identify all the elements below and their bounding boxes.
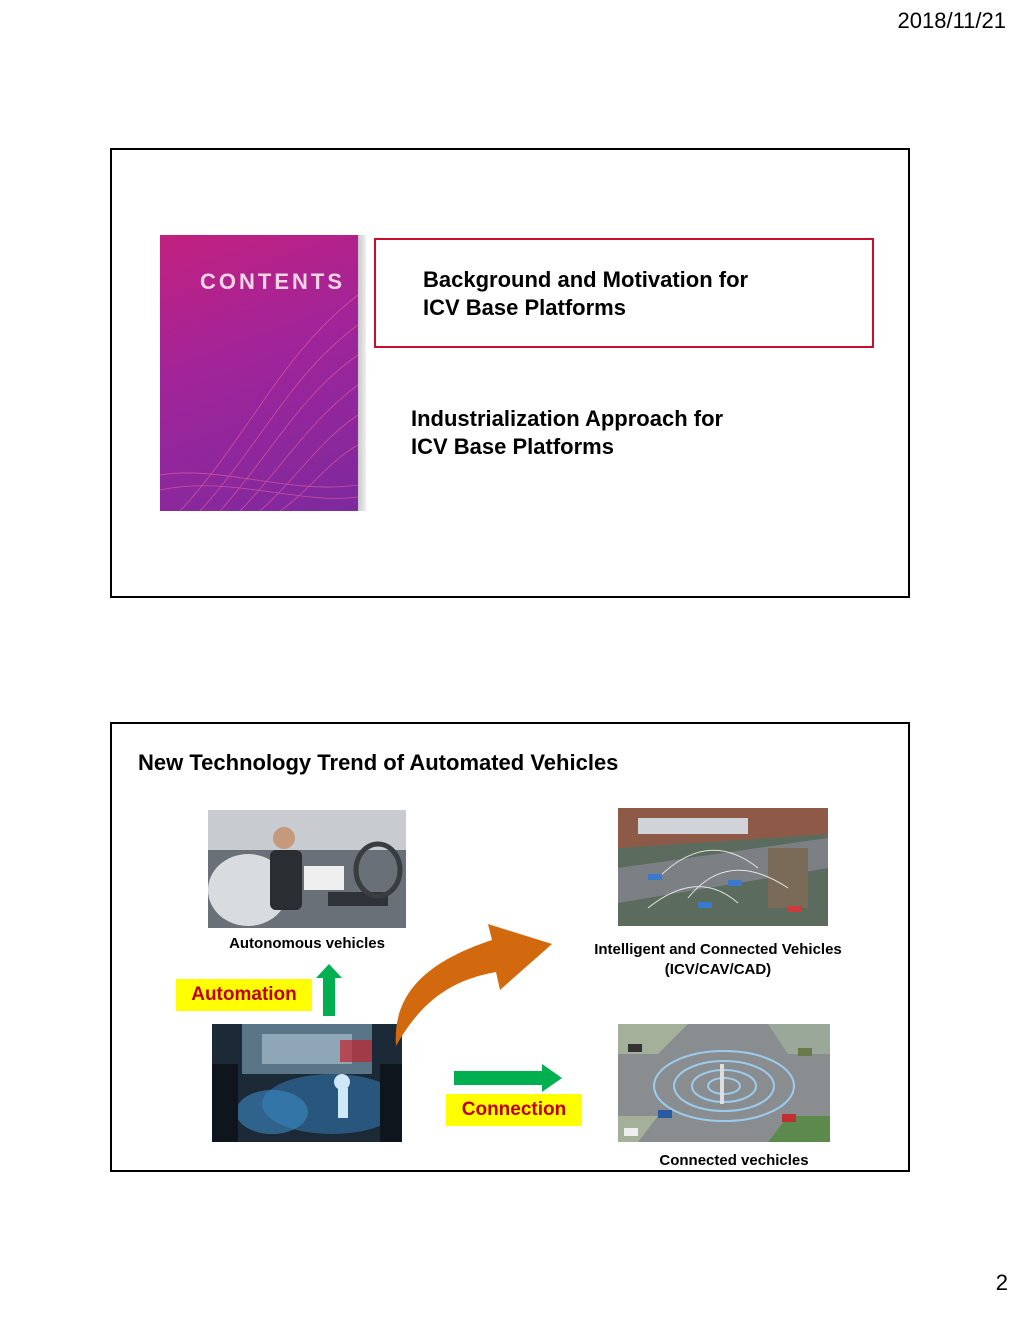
arrow-right-icon xyxy=(454,1064,562,1092)
page-number: 2 xyxy=(995,1270,1008,1295)
arrow-up-icon xyxy=(316,964,342,1016)
automation-label: Automation xyxy=(176,979,312,1011)
contents-item-1-line2: ICV Base Platforms xyxy=(423,295,626,320)
icv-city-photo xyxy=(618,808,828,926)
icv-caption xyxy=(558,940,878,980)
panel-shadow xyxy=(358,235,366,511)
contents-panel xyxy=(160,235,358,511)
autonomous-vehicle-photo xyxy=(208,810,406,928)
slide-contents xyxy=(110,148,910,598)
icv-caption-line1: Intelligent and Connected Vehicles xyxy=(594,941,842,958)
intersection-photo xyxy=(618,1024,830,1142)
contents-item-2 xyxy=(411,405,723,461)
slide-technology-trend xyxy=(110,722,910,1172)
contents-item-2-line1: Industrialization Approach for xyxy=(411,406,724,431)
contents-item-1-line1: Background and Motivation for xyxy=(423,267,749,292)
contents-item-2-line2: ICV Base Platforms xyxy=(411,434,614,459)
icv-caption-line2: (ICV/CAV/CAD) xyxy=(664,961,772,978)
connection-label: Connection xyxy=(446,1094,582,1126)
connected-caption: Connected vechicles xyxy=(659,1152,809,1169)
contents-title: CONTENTS xyxy=(200,269,345,294)
cockpit-photo xyxy=(212,1024,402,1142)
document-date: 2018/11/21 xyxy=(897,8,1006,33)
slide-title: New Technology Trend of Automated Vehicles xyxy=(138,750,619,775)
curved-arrow-icon xyxy=(392,900,562,1050)
autonomous-caption: Autonomous vehicles xyxy=(229,935,385,952)
contents-item-1 xyxy=(423,266,748,322)
